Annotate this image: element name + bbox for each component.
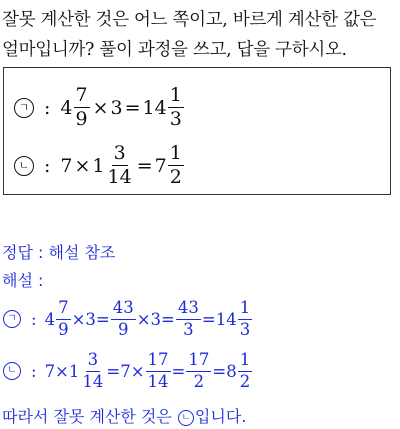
choice-a [14,86,185,129]
numerator: 3 [113,142,126,164]
denominator: 2 [239,371,251,391]
numerator: 43 [176,300,201,320]
step-b-result-whole: 8 [226,361,237,381]
conclusion-post: 입니다. [194,407,247,426]
choice-a-multiplier: 3 [110,96,123,119]
equals-sign: = [201,309,216,329]
colon: : [44,154,51,177]
denominator: 9 [117,319,129,339]
denominator: 2 [169,166,182,188]
conclusion-marker: ㄴ [178,410,194,426]
step-a-fraction-3 [176,300,201,338]
denominator: 3 [239,319,251,339]
step-a-whole: 4 [44,309,56,329]
step-b-fraction-2 [146,352,171,390]
choices-box [3,67,391,195]
choice-a-whole: 4 [60,96,73,119]
equals-sign: = [136,154,153,177]
step-a-fraction-1 [56,300,71,338]
denominator: 9 [75,108,88,130]
solution-step-a [3,300,253,338]
denominator: 3 [169,108,182,130]
step-b-fraction-1 [80,352,105,390]
choice-a-fraction [74,86,90,129]
step-b-op-1: =7× [106,361,145,381]
explanation-label: 해설 : [2,271,44,290]
step-a-op-2: ×3= [136,309,175,329]
numerator: 3 [86,352,101,372]
question-line-2: 얼마입니까? 풀이 과정을 쓰고, 답을 구하시오. [2,40,347,60]
numerator: 1 [238,352,253,372]
choice-b-result-fraction [168,144,184,187]
choice-b-fraction [106,144,134,187]
denominator: 9 [58,319,69,339]
numerator: 1 [169,142,182,164]
choice-b-whole: 1 [92,154,105,177]
choice-a-result-whole: 14 [142,96,167,119]
denominator: 14 [107,166,132,188]
conclusion-pre: 따라서 잘못 계산한 것은 [2,407,177,426]
colon: : [31,361,37,381]
numerator: 17 [146,352,171,372]
numerator: 1 [238,300,253,320]
solution-step-b [3,352,253,390]
step-a-result-whole: 14 [215,309,237,329]
denominator: 3 [183,319,194,339]
step-b-marker: ㄴ [3,362,21,380]
numerator: 7 [56,300,71,320]
step-b-result-fraction [238,352,253,390]
choice-b-result-whole: 7 [154,154,167,177]
colon: : [44,96,51,119]
step-b-lead: 7×1 [44,361,80,381]
step-a-fraction-2 [111,300,136,338]
equals-sign: = [171,361,186,381]
choice-b [14,144,185,187]
equals-sign: = [124,96,141,119]
colon: : [31,309,37,329]
numerator: 7 [75,84,88,106]
times-sign: × [92,96,109,119]
step-a-op-1: ×3= [71,309,110,329]
conclusion [2,404,246,427]
step-a-marker: ㄱ [3,310,21,328]
choice-b-lead: 7 [60,154,73,177]
choice-a-marker: ㄱ [14,98,34,118]
equals-sign: = [212,361,227,381]
choice-b-marker: ㄴ [14,156,34,176]
step-b-fraction-3 [186,352,211,390]
denominator: 2 [193,371,205,391]
choice-a-result-fraction [168,86,184,129]
answer-label: 정답 : 해설 참조 [2,243,116,262]
numerator: 43 [111,300,136,320]
denominator: 14 [147,371,169,391]
numerator: 17 [186,352,211,372]
denominator: 14 [82,371,104,391]
numerator: 1 [169,84,182,106]
question-line-1: 잘못 계산한 것은 어느 쪽이고, 바르게 계산한 값은 [2,10,377,30]
times-sign: × [74,154,91,177]
step-a-result-fraction [238,300,253,338]
